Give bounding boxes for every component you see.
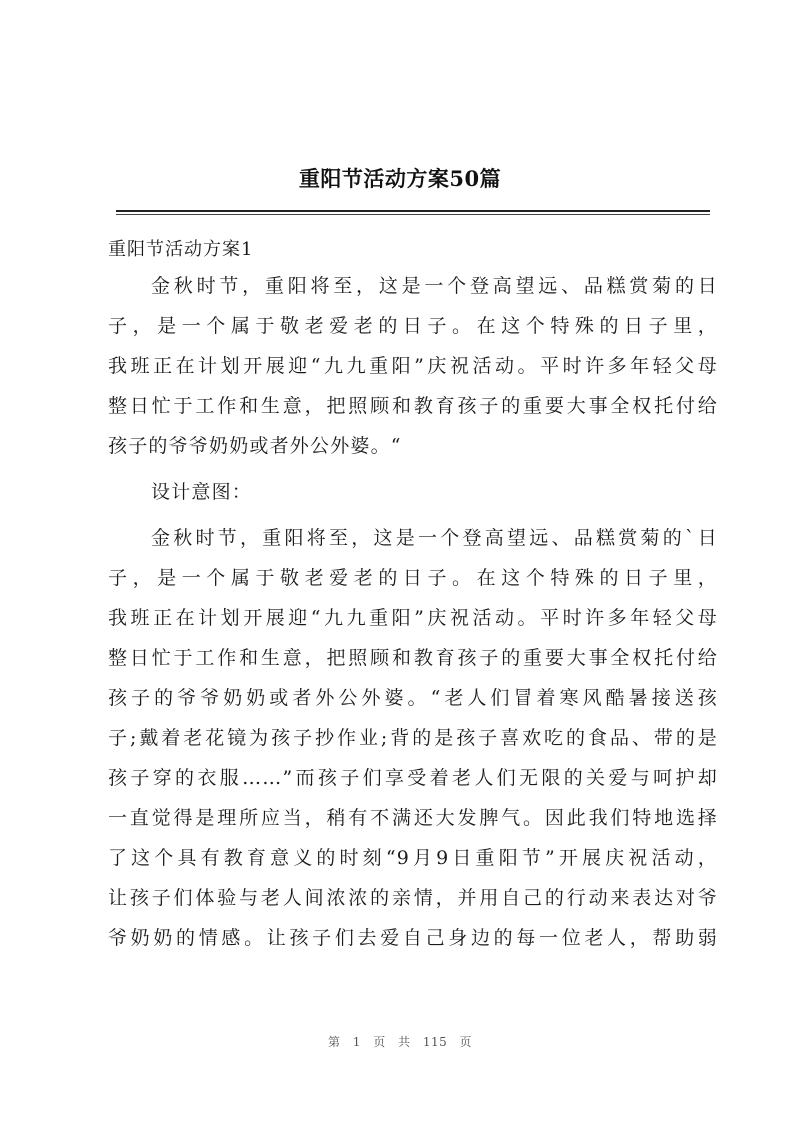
paragraph-line: 孩子的爷爷奶奶或者外公外婆。“	[108, 435, 402, 457]
paragraph-line: 金秋时节，重阳将至，这是一个登高望远、品糕赏菊的`日	[151, 527, 718, 549]
paragraph-line: 金秋时节，重阳将至，这是一个登高望远、品糕赏菊的日	[151, 275, 718, 297]
paragraph-line: 让孩子们体验与老人间浓浓的亲情，并用自己的行动来表达对爷	[108, 887, 718, 909]
paragraph-line: 我班正在计划开展迎“九九重阳”庆祝活动。平时许多年轻父母	[108, 355, 718, 377]
paragraph-line: 爷奶奶的情感。让孩子们去爱自己身边的每一位老人，帮助弱	[108, 927, 718, 949]
paragraph-line: 整日忙于工作和生意，把照顾和教育孩子的重要大事全权托付给	[108, 395, 718, 417]
paragraph-line: 子，是一个属于敬老爱老的日子。在这个特殊的日子里，	[108, 315, 718, 337]
paragraph-line: 孩子穿的衣服……”而孩子们享受着老人们无限的关爱与呵护却	[108, 767, 718, 789]
section-heading: 重阳节活动方案1	[108, 239, 254, 260]
paragraph-line: 子;戴着老花镜为孩子抄作业;背的是孩子喜欢吃的食品、带的是	[108, 727, 718, 749]
title-divider-thin	[116, 214, 710, 215]
paragraph-line: 整日忙于工作和生意，把照顾和教育孩子的重要大事全权托付给	[108, 647, 718, 669]
title-divider	[116, 210, 710, 212]
page-footer: 第 1 页 共 115 页	[327, 1035, 473, 1049]
body-text	[108, 266, 718, 958]
paragraph-line: 一直觉得是理所应当，稍有不满还大发脾气。因此我们特地选择	[108, 807, 718, 829]
paragraph-line: 孩子的爷爷奶奶或者外公外婆。“老人们冒着寒风酷暑接送孩	[108, 687, 718, 709]
paragraph-line: 子，是一个属于敬老爱老的日子。在这个特殊的日子里，	[108, 567, 718, 589]
paragraph-line: 我班正在计划开展迎“九九重阳”庆祝活动。平时许多年轻父母	[108, 607, 718, 629]
subheading: 设计意图：	[151, 481, 253, 503]
page-title: 重阳节活动方案50篇	[298, 166, 502, 191]
paragraph-line: 了这个具有教育意义的时刻“9月9日重阳节”开展庆祝活动，	[108, 847, 718, 869]
